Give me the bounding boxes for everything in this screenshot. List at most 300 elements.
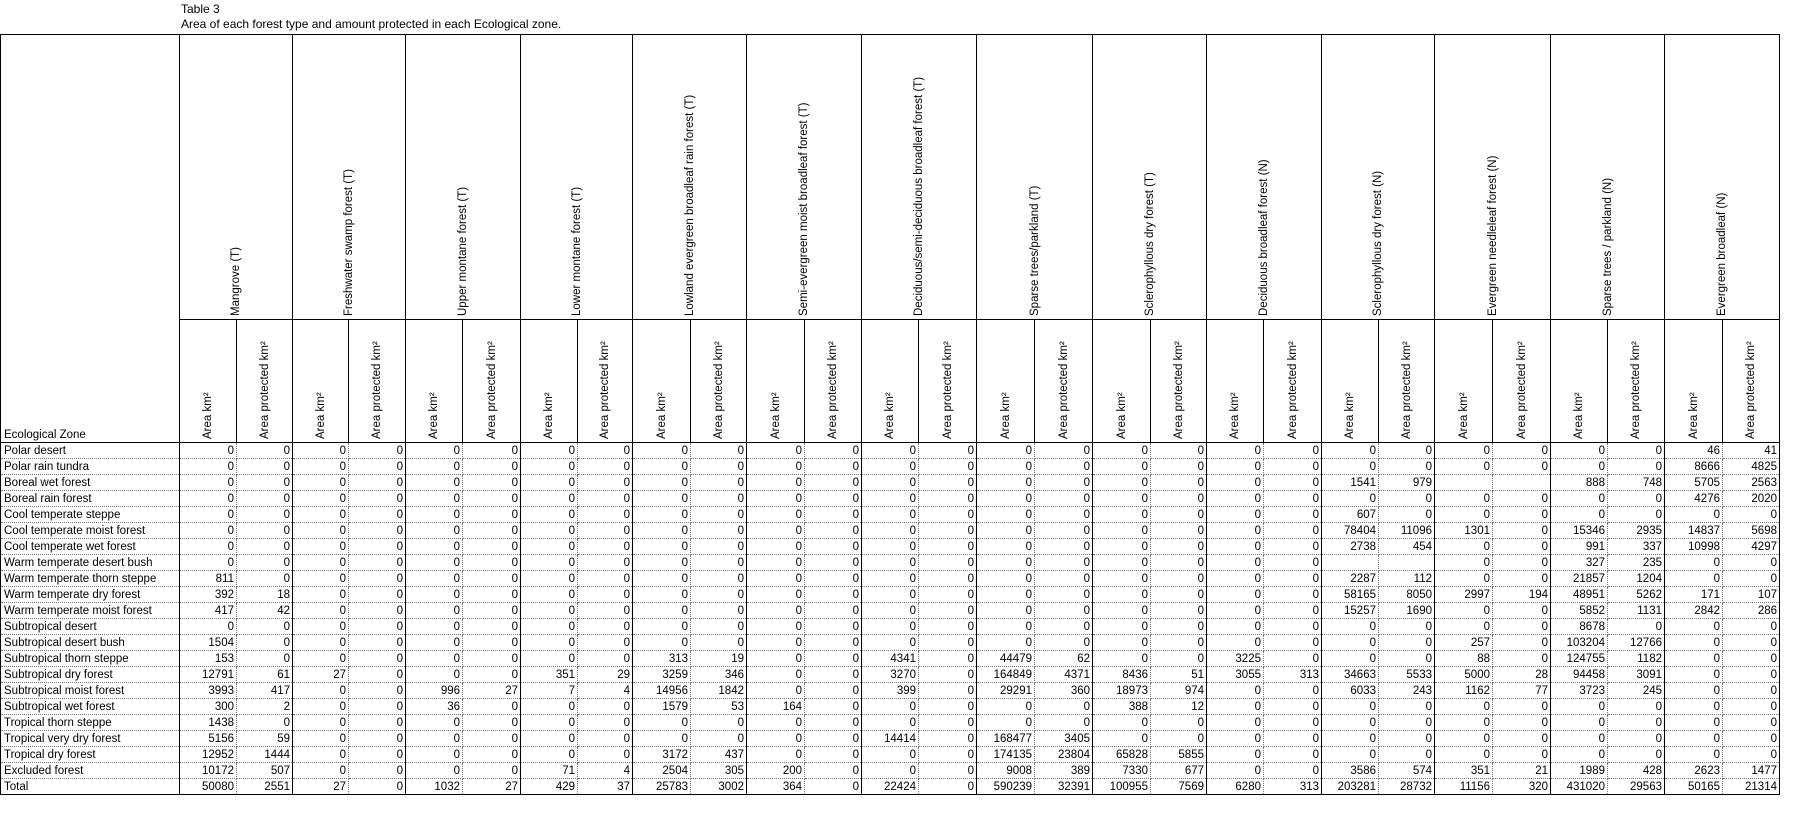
forest-type-header bbox=[747, 35, 862, 320]
protected-cell: 389 bbox=[1035, 763, 1093, 779]
protected-cell: 0 bbox=[578, 619, 633, 635]
protected-cell: 3405 bbox=[1035, 731, 1093, 747]
area-cell: 203281 bbox=[1322, 779, 1379, 795]
forest-type-header bbox=[977, 35, 1093, 320]
area-cell: 0 bbox=[1093, 443, 1151, 459]
area-cell: 14414 bbox=[862, 731, 919, 747]
area-cell: 0 bbox=[1322, 443, 1379, 459]
protected-cell: 748 bbox=[1608, 475, 1665, 491]
protected-cell: 0 bbox=[1151, 731, 1207, 747]
protected-cell: 0 bbox=[919, 507, 977, 523]
protected-cell: 0 bbox=[1264, 571, 1322, 587]
area-cell: 5156 bbox=[180, 731, 237, 747]
table-row bbox=[1, 747, 1780, 763]
area-km2-header bbox=[1435, 320, 1493, 443]
protected-cell: 1204 bbox=[1608, 571, 1665, 587]
area-cell: 0 bbox=[1665, 683, 1723, 699]
area-km2-header bbox=[1665, 320, 1723, 443]
protected-cell: 0 bbox=[578, 587, 633, 603]
table-row bbox=[1, 651, 1780, 667]
forest-type-header-label: Sclerophyllous dry forest (T) bbox=[1143, 172, 1156, 316]
protected-cell: 0 bbox=[237, 555, 293, 571]
area-km2-header-label: Area km² bbox=[314, 392, 327, 439]
protected-cell: 23804 bbox=[1035, 747, 1093, 763]
area-cell: 4341 bbox=[862, 651, 919, 667]
area-cell: 3225 bbox=[1207, 651, 1264, 667]
area-cell: 0 bbox=[977, 571, 1035, 587]
area-cell: 0 bbox=[1093, 523, 1151, 539]
protected-cell: 0 bbox=[805, 459, 862, 475]
protected-cell: 417 bbox=[237, 683, 293, 699]
protected-cell: 0 bbox=[349, 715, 406, 731]
protected-cell: 286 bbox=[1723, 603, 1780, 619]
protected-cell: 0 bbox=[1493, 491, 1551, 507]
area-cell: 0 bbox=[180, 523, 237, 539]
protected-cell: 21314 bbox=[1723, 779, 1780, 795]
area-cell: 0 bbox=[1207, 619, 1264, 635]
area-cell: 0 bbox=[1665, 747, 1723, 763]
area-cell: 0 bbox=[633, 443, 691, 459]
zone-cell: Warm temperate dry forest bbox=[1, 587, 180, 603]
protected-cell: 0 bbox=[919, 635, 977, 651]
protected-cell: 0 bbox=[805, 443, 862, 459]
area-cell: 200 bbox=[747, 763, 805, 779]
area-cell: 0 bbox=[1093, 555, 1151, 571]
area-cell: 0 bbox=[1093, 715, 1151, 731]
protected-cell: 313 bbox=[1264, 779, 1322, 795]
protected-cell: 59 bbox=[237, 731, 293, 747]
protected-cell: 0 bbox=[1264, 475, 1322, 491]
forest-type-header bbox=[180, 35, 293, 320]
protected-cell: 0 bbox=[919, 555, 977, 571]
area-cell: 3723 bbox=[1551, 683, 1608, 699]
area-cell: 11156 bbox=[1435, 779, 1493, 795]
area-cell: 0 bbox=[977, 539, 1035, 555]
area-cell: 0 bbox=[747, 459, 805, 475]
area-cell: 0 bbox=[1435, 731, 1493, 747]
area-km2-header bbox=[1322, 320, 1379, 443]
area-cell: 21857 bbox=[1551, 571, 1608, 587]
protected-cell: 0 bbox=[691, 603, 747, 619]
area-cell: 36 bbox=[406, 699, 463, 715]
zone-cell: Warm temperate desert bush bbox=[1, 555, 180, 571]
area-cell: 0 bbox=[521, 507, 578, 523]
protected-km2-header bbox=[1379, 320, 1435, 443]
area-cell: 171 bbox=[1665, 587, 1723, 603]
protected-cell: 0 bbox=[237, 715, 293, 731]
area-cell: 300 bbox=[180, 699, 237, 715]
protected-cell: 0 bbox=[1264, 731, 1322, 747]
table-row bbox=[1, 667, 1780, 683]
area-cell: 429 bbox=[521, 779, 578, 795]
protected-cell: 0 bbox=[919, 459, 977, 475]
table-row bbox=[1, 715, 1780, 731]
protected-cell: 1842 bbox=[691, 683, 747, 699]
area-cell: 1989 bbox=[1551, 763, 1608, 779]
area-cell: 0 bbox=[747, 587, 805, 603]
protected-cell: 0 bbox=[919, 571, 977, 587]
forest-type-header-label: Lower montane forest (T) bbox=[570, 186, 583, 316]
area-cell: 50080 bbox=[180, 779, 237, 795]
area-cell: 0 bbox=[1207, 683, 1264, 699]
area-cell: 7 bbox=[521, 683, 578, 699]
area-cell: 0 bbox=[862, 555, 919, 571]
protected-cell: 0 bbox=[349, 523, 406, 539]
area-cell: 0 bbox=[977, 619, 1035, 635]
area-km2-header-label: Area km² bbox=[202, 392, 214, 439]
protected-cell: 28 bbox=[1493, 667, 1551, 683]
area-cell: 431020 bbox=[1551, 779, 1608, 795]
protected-cell: 0 bbox=[463, 539, 521, 555]
table-row bbox=[1, 699, 1780, 715]
area-cell: 3270 bbox=[862, 667, 919, 683]
area-cell: 313 bbox=[633, 651, 691, 667]
protected-cell: 0 bbox=[1379, 491, 1435, 507]
area-cell: 0 bbox=[521, 523, 578, 539]
area-cell: 0 bbox=[293, 539, 349, 555]
area-cell: 0 bbox=[747, 747, 805, 763]
area-cell: 0 bbox=[1665, 715, 1723, 731]
protected-cell: 0 bbox=[578, 603, 633, 619]
protected-cell: 0 bbox=[691, 539, 747, 555]
area-cell: 0 bbox=[293, 699, 349, 715]
area-cell: 7330 bbox=[1093, 763, 1151, 779]
protected-cell: 0 bbox=[1151, 635, 1207, 651]
protected-cell: 0 bbox=[1493, 539, 1551, 555]
area-km2-header bbox=[1207, 320, 1264, 443]
protected-cell: 0 bbox=[463, 555, 521, 571]
forest-type-header-label: Deciduous/semi-deciduous broadleaf forest (T) bbox=[913, 76, 925, 316]
area-cell: 0 bbox=[406, 635, 463, 651]
table-row bbox=[1, 619, 1780, 635]
area-cell: 0 bbox=[293, 763, 349, 779]
area-cell: 0 bbox=[862, 587, 919, 603]
protected-cell: 0 bbox=[578, 651, 633, 667]
forest-type-header bbox=[1207, 35, 1322, 320]
area-cell: 0 bbox=[521, 539, 578, 555]
protected-cell: 0 bbox=[463, 731, 521, 747]
protected-cell: 0 bbox=[1493, 699, 1551, 715]
table-row bbox=[1, 683, 1780, 699]
protected-cell: 11096 bbox=[1379, 523, 1435, 539]
area-cell: 0 bbox=[1435, 491, 1493, 507]
protected-cell: 0 bbox=[1493, 555, 1551, 571]
area-cell: 103204 bbox=[1551, 635, 1608, 651]
area-cell: 168477 bbox=[977, 731, 1035, 747]
area-cell: 0 bbox=[977, 715, 1035, 731]
protected-cell: 0 bbox=[1151, 475, 1207, 491]
protected-cell: 0 bbox=[1723, 555, 1780, 571]
area-cell: 0 bbox=[1435, 555, 1493, 571]
table-subtitle: Area of each forest type and amount protected in each Ecological zone. bbox=[181, 17, 562, 31]
protected-km2-header-label: Area protected km² bbox=[485, 341, 498, 439]
protected-cell: 0 bbox=[1264, 651, 1322, 667]
protected-km2-header-label: Area protected km² bbox=[1400, 341, 1413, 439]
protected-cell: 0 bbox=[237, 523, 293, 539]
protected-cell: 346 bbox=[691, 667, 747, 683]
area-cell: 0 bbox=[406, 763, 463, 779]
protected-km2-header bbox=[1608, 320, 1665, 443]
protected-cell: 0 bbox=[349, 747, 406, 763]
area-km2-header bbox=[862, 320, 919, 443]
table-row bbox=[1, 443, 1780, 459]
area-cell: 0 bbox=[1665, 731, 1723, 747]
area-cell: 0 bbox=[180, 459, 237, 475]
protected-cell: 0 bbox=[805, 555, 862, 571]
area-km2-header-label: Area km² bbox=[1687, 392, 1700, 439]
protected-cell: 12 bbox=[1151, 699, 1207, 715]
protected-cell: 0 bbox=[463, 667, 521, 683]
protected-cell: 0 bbox=[919, 651, 977, 667]
area-cell: 18973 bbox=[1093, 683, 1151, 699]
area-cell: 0 bbox=[1322, 747, 1379, 763]
protected-cell: 2551 bbox=[237, 779, 293, 795]
area-cell: 0 bbox=[1207, 459, 1264, 475]
area-cell: 0 bbox=[1435, 603, 1493, 619]
area-cell: 0 bbox=[180, 539, 237, 555]
area-cell: 0 bbox=[1435, 507, 1493, 523]
area-cell: 3055 bbox=[1207, 667, 1264, 683]
protected-km2-header bbox=[805, 320, 862, 443]
protected-cell: 243 bbox=[1379, 683, 1435, 699]
area-cell: 0 bbox=[747, 651, 805, 667]
ecological-zone-header: Ecological Zone bbox=[1, 35, 180, 443]
protected-cell: 0 bbox=[1264, 699, 1322, 715]
area-cell bbox=[1322, 555, 1379, 571]
area-cell: 0 bbox=[521, 555, 578, 571]
protected-cell: 0 bbox=[1493, 571, 1551, 587]
protected-cell: 3002 bbox=[691, 779, 747, 795]
protected-cell: 677 bbox=[1151, 763, 1207, 779]
area-cell: 0 bbox=[1435, 571, 1493, 587]
area-cell: 14956 bbox=[633, 683, 691, 699]
area-cell: 0 bbox=[977, 587, 1035, 603]
protected-cell: 0 bbox=[1608, 619, 1665, 635]
protected-cell: 42 bbox=[237, 603, 293, 619]
area-cell: 174135 bbox=[977, 747, 1035, 763]
protected-cell: 0 bbox=[1723, 699, 1780, 715]
forest-type-header-label: Sparse trees / parkland (N) bbox=[1601, 177, 1614, 316]
protected-km2-header-label: Area protected km² bbox=[1172, 341, 1185, 439]
area-cell: 0 bbox=[293, 555, 349, 571]
forest-type-header-label: Evergreen needleleaf forest (N) bbox=[1486, 155, 1499, 316]
protected-cell: 0 bbox=[1379, 635, 1435, 651]
protected-cell: 0 bbox=[805, 715, 862, 731]
protected-cell: 0 bbox=[463, 587, 521, 603]
area-cell: 0 bbox=[1207, 763, 1264, 779]
protected-cell: 0 bbox=[463, 619, 521, 635]
protected-cell: 0 bbox=[1723, 715, 1780, 731]
table-row bbox=[1, 507, 1780, 523]
protected-cell: 112 bbox=[1379, 571, 1435, 587]
table-row bbox=[1, 635, 1780, 651]
area-cell: 0 bbox=[1093, 507, 1151, 523]
area-cell: 0 bbox=[977, 443, 1035, 459]
protected-cell: 0 bbox=[805, 571, 862, 587]
area-cell: 0 bbox=[1207, 507, 1264, 523]
area-cell: 44479 bbox=[977, 651, 1035, 667]
area-km2-header bbox=[747, 320, 805, 443]
area-cell: 0 bbox=[406, 507, 463, 523]
protected-cell: 0 bbox=[349, 683, 406, 699]
protected-cell: 0 bbox=[1035, 603, 1093, 619]
area-cell: 0 bbox=[1435, 459, 1493, 475]
table-row bbox=[1, 491, 1780, 507]
forest-type-header bbox=[293, 35, 406, 320]
protected-cell: 1477 bbox=[1723, 763, 1780, 779]
area-cell: 4276 bbox=[1665, 491, 1723, 507]
protected-cell: 0 bbox=[919, 683, 977, 699]
protected-cell: 0 bbox=[1035, 459, 1093, 475]
protected-cell: 0 bbox=[1151, 443, 1207, 459]
protected-cell: 437 bbox=[691, 747, 747, 763]
protected-cell: 454 bbox=[1379, 539, 1435, 555]
protected-cell: 0 bbox=[691, 507, 747, 523]
area-cell: 0 bbox=[862, 619, 919, 635]
area-cell: 0 bbox=[293, 603, 349, 619]
area-cell: 0 bbox=[1093, 635, 1151, 651]
protected-cell: 0 bbox=[1035, 507, 1093, 523]
protected-km2-header bbox=[1264, 320, 1322, 443]
protected-cell: 0 bbox=[578, 635, 633, 651]
table-title: Table 3 bbox=[181, 2, 220, 16]
protected-cell: 0 bbox=[1035, 491, 1093, 507]
protected-km2-header bbox=[1151, 320, 1207, 443]
table-row bbox=[1, 555, 1780, 571]
protected-cell: 0 bbox=[1151, 459, 1207, 475]
protected-cell: 0 bbox=[919, 475, 977, 491]
area-cell: 46 bbox=[1665, 443, 1723, 459]
area-cell: 0 bbox=[977, 491, 1035, 507]
area-cell: 34663 bbox=[1322, 667, 1379, 683]
area-cell: 327 bbox=[1551, 555, 1608, 571]
protected-cell: 0 bbox=[1264, 763, 1322, 779]
protected-cell: 0 bbox=[1723, 747, 1780, 763]
area-cell: 0 bbox=[521, 699, 578, 715]
protected-cell bbox=[1493, 475, 1551, 491]
protected-cell: 0 bbox=[349, 667, 406, 683]
area-cell: 0 bbox=[633, 539, 691, 555]
protected-cell: 0 bbox=[1493, 731, 1551, 747]
area-cell: 0 bbox=[747, 475, 805, 491]
protected-cell: 0 bbox=[1723, 667, 1780, 683]
protected-km2-header-label: Area protected km² bbox=[941, 341, 954, 439]
area-cell: 0 bbox=[1435, 715, 1493, 731]
protected-cell: 0 bbox=[1151, 715, 1207, 731]
protected-cell: 0 bbox=[237, 651, 293, 667]
protected-cell: 12766 bbox=[1608, 635, 1665, 651]
protected-cell: 51 bbox=[1151, 667, 1207, 683]
protected-cell: 0 bbox=[1379, 651, 1435, 667]
protected-cell: 3091 bbox=[1608, 667, 1665, 683]
protected-cell: 1444 bbox=[237, 747, 293, 763]
protected-cell: 0 bbox=[805, 603, 862, 619]
area-cell: 29291 bbox=[977, 683, 1035, 699]
zone-cell: Cool temperate steppe bbox=[1, 507, 180, 523]
area-cell: 0 bbox=[1551, 507, 1608, 523]
area-cell: 0 bbox=[1665, 635, 1723, 651]
area-cell: 1032 bbox=[406, 779, 463, 795]
protected-cell: 0 bbox=[237, 635, 293, 651]
area-cell: 0 bbox=[1207, 443, 1264, 459]
area-cell: 0 bbox=[633, 491, 691, 507]
area-cell: 0 bbox=[406, 587, 463, 603]
area-cell: 0 bbox=[862, 539, 919, 555]
protected-cell: 0 bbox=[919, 587, 977, 603]
protected-cell: 305 bbox=[691, 763, 747, 779]
area-cell: 0 bbox=[862, 459, 919, 475]
area-cell: 0 bbox=[1322, 731, 1379, 747]
area-cell: 0 bbox=[747, 619, 805, 635]
area-cell: 0 bbox=[293, 587, 349, 603]
table-row bbox=[1, 587, 1780, 603]
protected-cell: 0 bbox=[1264, 459, 1322, 475]
area-km2-header-label: Area km² bbox=[543, 392, 555, 439]
protected-cell: 0 bbox=[805, 539, 862, 555]
area-km2-header-label: Area km² bbox=[1344, 392, 1356, 439]
protected-cell: 0 bbox=[463, 715, 521, 731]
area-km2-header bbox=[1093, 320, 1151, 443]
protected-cell: 0 bbox=[1035, 587, 1093, 603]
area-cell: 0 bbox=[1207, 571, 1264, 587]
protected-cell: 0 bbox=[691, 523, 747, 539]
forest-type-header bbox=[1322, 35, 1435, 320]
area-cell: 0 bbox=[1093, 587, 1151, 603]
protected-cell: 0 bbox=[237, 619, 293, 635]
sub-header-row bbox=[1, 320, 1780, 443]
area-cell: 0 bbox=[862, 763, 919, 779]
protected-cell: 0 bbox=[1264, 715, 1322, 731]
area-cell: 0 bbox=[1551, 747, 1608, 763]
area-cell: 0 bbox=[293, 747, 349, 763]
area-cell: 0 bbox=[293, 571, 349, 587]
area-cell: 0 bbox=[293, 507, 349, 523]
protected-cell: 0 bbox=[691, 491, 747, 507]
protected-cell: 32391 bbox=[1035, 779, 1093, 795]
area-cell: 0 bbox=[1207, 555, 1264, 571]
forest-type-header-label: Lowland evergreen broadleaf rain forest (T) bbox=[683, 94, 696, 316]
protected-cell: 0 bbox=[463, 651, 521, 667]
area-cell: 1438 bbox=[180, 715, 237, 731]
protected-cell: 0 bbox=[691, 587, 747, 603]
area-cell: 5852 bbox=[1551, 603, 1608, 619]
area-cell: 0 bbox=[1322, 699, 1379, 715]
area-km2-header bbox=[180, 320, 237, 443]
area-cell: 0 bbox=[293, 523, 349, 539]
protected-cell: 0 bbox=[805, 651, 862, 667]
area-cell: 0 bbox=[633, 715, 691, 731]
zone-cell: Total bbox=[1, 779, 180, 795]
zone-cell: Subtropical dry forest bbox=[1, 667, 180, 683]
area-km2-header-label: Area km² bbox=[655, 392, 668, 439]
area-cell: 0 bbox=[1322, 635, 1379, 651]
area-km2-header bbox=[406, 320, 463, 443]
protected-cell: 0 bbox=[237, 571, 293, 587]
area-cell: 0 bbox=[293, 443, 349, 459]
protected-cell: 53 bbox=[691, 699, 747, 715]
area-cell: 6280 bbox=[1207, 779, 1264, 795]
protected-cell: 0 bbox=[463, 507, 521, 523]
area-cell: 811 bbox=[180, 571, 237, 587]
area-cell: 0 bbox=[406, 523, 463, 539]
area-km2-header-label: Area km² bbox=[1573, 392, 1585, 439]
protected-cell: 0 bbox=[1379, 507, 1435, 523]
protected-cell: 0 bbox=[805, 507, 862, 523]
area-cell: 0 bbox=[1207, 731, 1264, 747]
area-cell: 0 bbox=[521, 475, 578, 491]
protected-cell: 0 bbox=[578, 699, 633, 715]
protected-cell: 0 bbox=[1608, 715, 1665, 731]
